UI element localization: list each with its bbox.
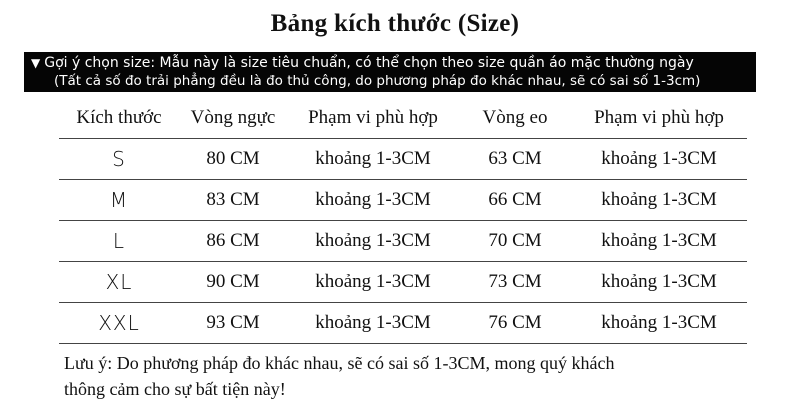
cell-chest-range: khoảng 1-3CM xyxy=(287,262,459,303)
page-title: Bảng kích thước (Size) xyxy=(270,10,520,37)
cell-waist-range: khoảng 1-3CM xyxy=(571,303,747,344)
cell-chest: 86 CM xyxy=(179,221,287,262)
table-row xyxy=(59,180,747,221)
size-advice-banner xyxy=(24,52,756,92)
note-line-1: Lưu ý: Do phương pháp đo khác nhau, sẽ có sai số 1-3CM, mong quý khách xyxy=(64,353,615,373)
triangle-down-icon: ▼ xyxy=(31,56,41,70)
cell-waist: 63 CM xyxy=(459,139,571,180)
cell-size: L xyxy=(59,221,179,262)
cell-size: XXL xyxy=(59,303,179,344)
table-row xyxy=(59,262,747,303)
cell-waist: 76 CM xyxy=(459,303,571,344)
banner-line-1-text: Gợi ý chọn size: Mẫu này là size tiêu chuẩn, có thể chọn theo size quần áo mặc thường ngày xyxy=(44,55,694,71)
cell-waist: 70 CM xyxy=(459,221,571,262)
cell-chest-range: khoảng 1-3CM xyxy=(287,303,459,344)
cell-chest-range: khoảng 1-3CM xyxy=(287,139,459,180)
table-row xyxy=(59,221,747,262)
cell-chest-range: khoảng 1-3CM xyxy=(287,221,459,262)
cell-waist-range: khoảng 1-3CM xyxy=(571,221,747,262)
cell-waist-range: khoảng 1-3CM xyxy=(571,180,747,221)
cell-waist-range: khoảng 1-3CM xyxy=(571,262,747,303)
cell-chest: 80 CM xyxy=(179,139,287,180)
cell-chest: 83 CM xyxy=(179,180,287,221)
cell-waist-range: khoảng 1-3CM xyxy=(571,139,747,180)
cell-size: XL xyxy=(59,262,179,303)
banner-line-2: (Tất cả số đo trải phẳng đều là đo thủ công, do phương pháp đo khác nhau, sẽ có sai số 1-3cm) xyxy=(54,73,701,89)
size-table xyxy=(59,98,747,344)
banner-line-1 xyxy=(24,54,756,72)
cell-waist: 73 CM xyxy=(459,262,571,303)
table-row xyxy=(59,139,747,180)
cell-size: S xyxy=(59,139,179,180)
header-waist-range: Phạm vi phù hợp xyxy=(571,98,747,139)
header-chest: Vòng ngực xyxy=(179,98,287,139)
cell-waist: 66 CM xyxy=(459,180,571,221)
cell-chest: 90 CM xyxy=(179,262,287,303)
measurement-note xyxy=(64,350,764,402)
header-chest-range: Phạm vi phù hợp xyxy=(287,98,459,139)
cell-chest-range: khoảng 1-3CM xyxy=(287,180,459,221)
note-line-2: thông cảm cho sự bất tiện này! xyxy=(64,379,286,399)
cell-size: M xyxy=(59,180,179,221)
header-waist: Vòng eo xyxy=(459,98,571,139)
cell-chest: 93 CM xyxy=(179,303,287,344)
table-header-row xyxy=(59,98,747,139)
table-row xyxy=(59,303,747,344)
header-size: Kích thước xyxy=(59,98,179,139)
